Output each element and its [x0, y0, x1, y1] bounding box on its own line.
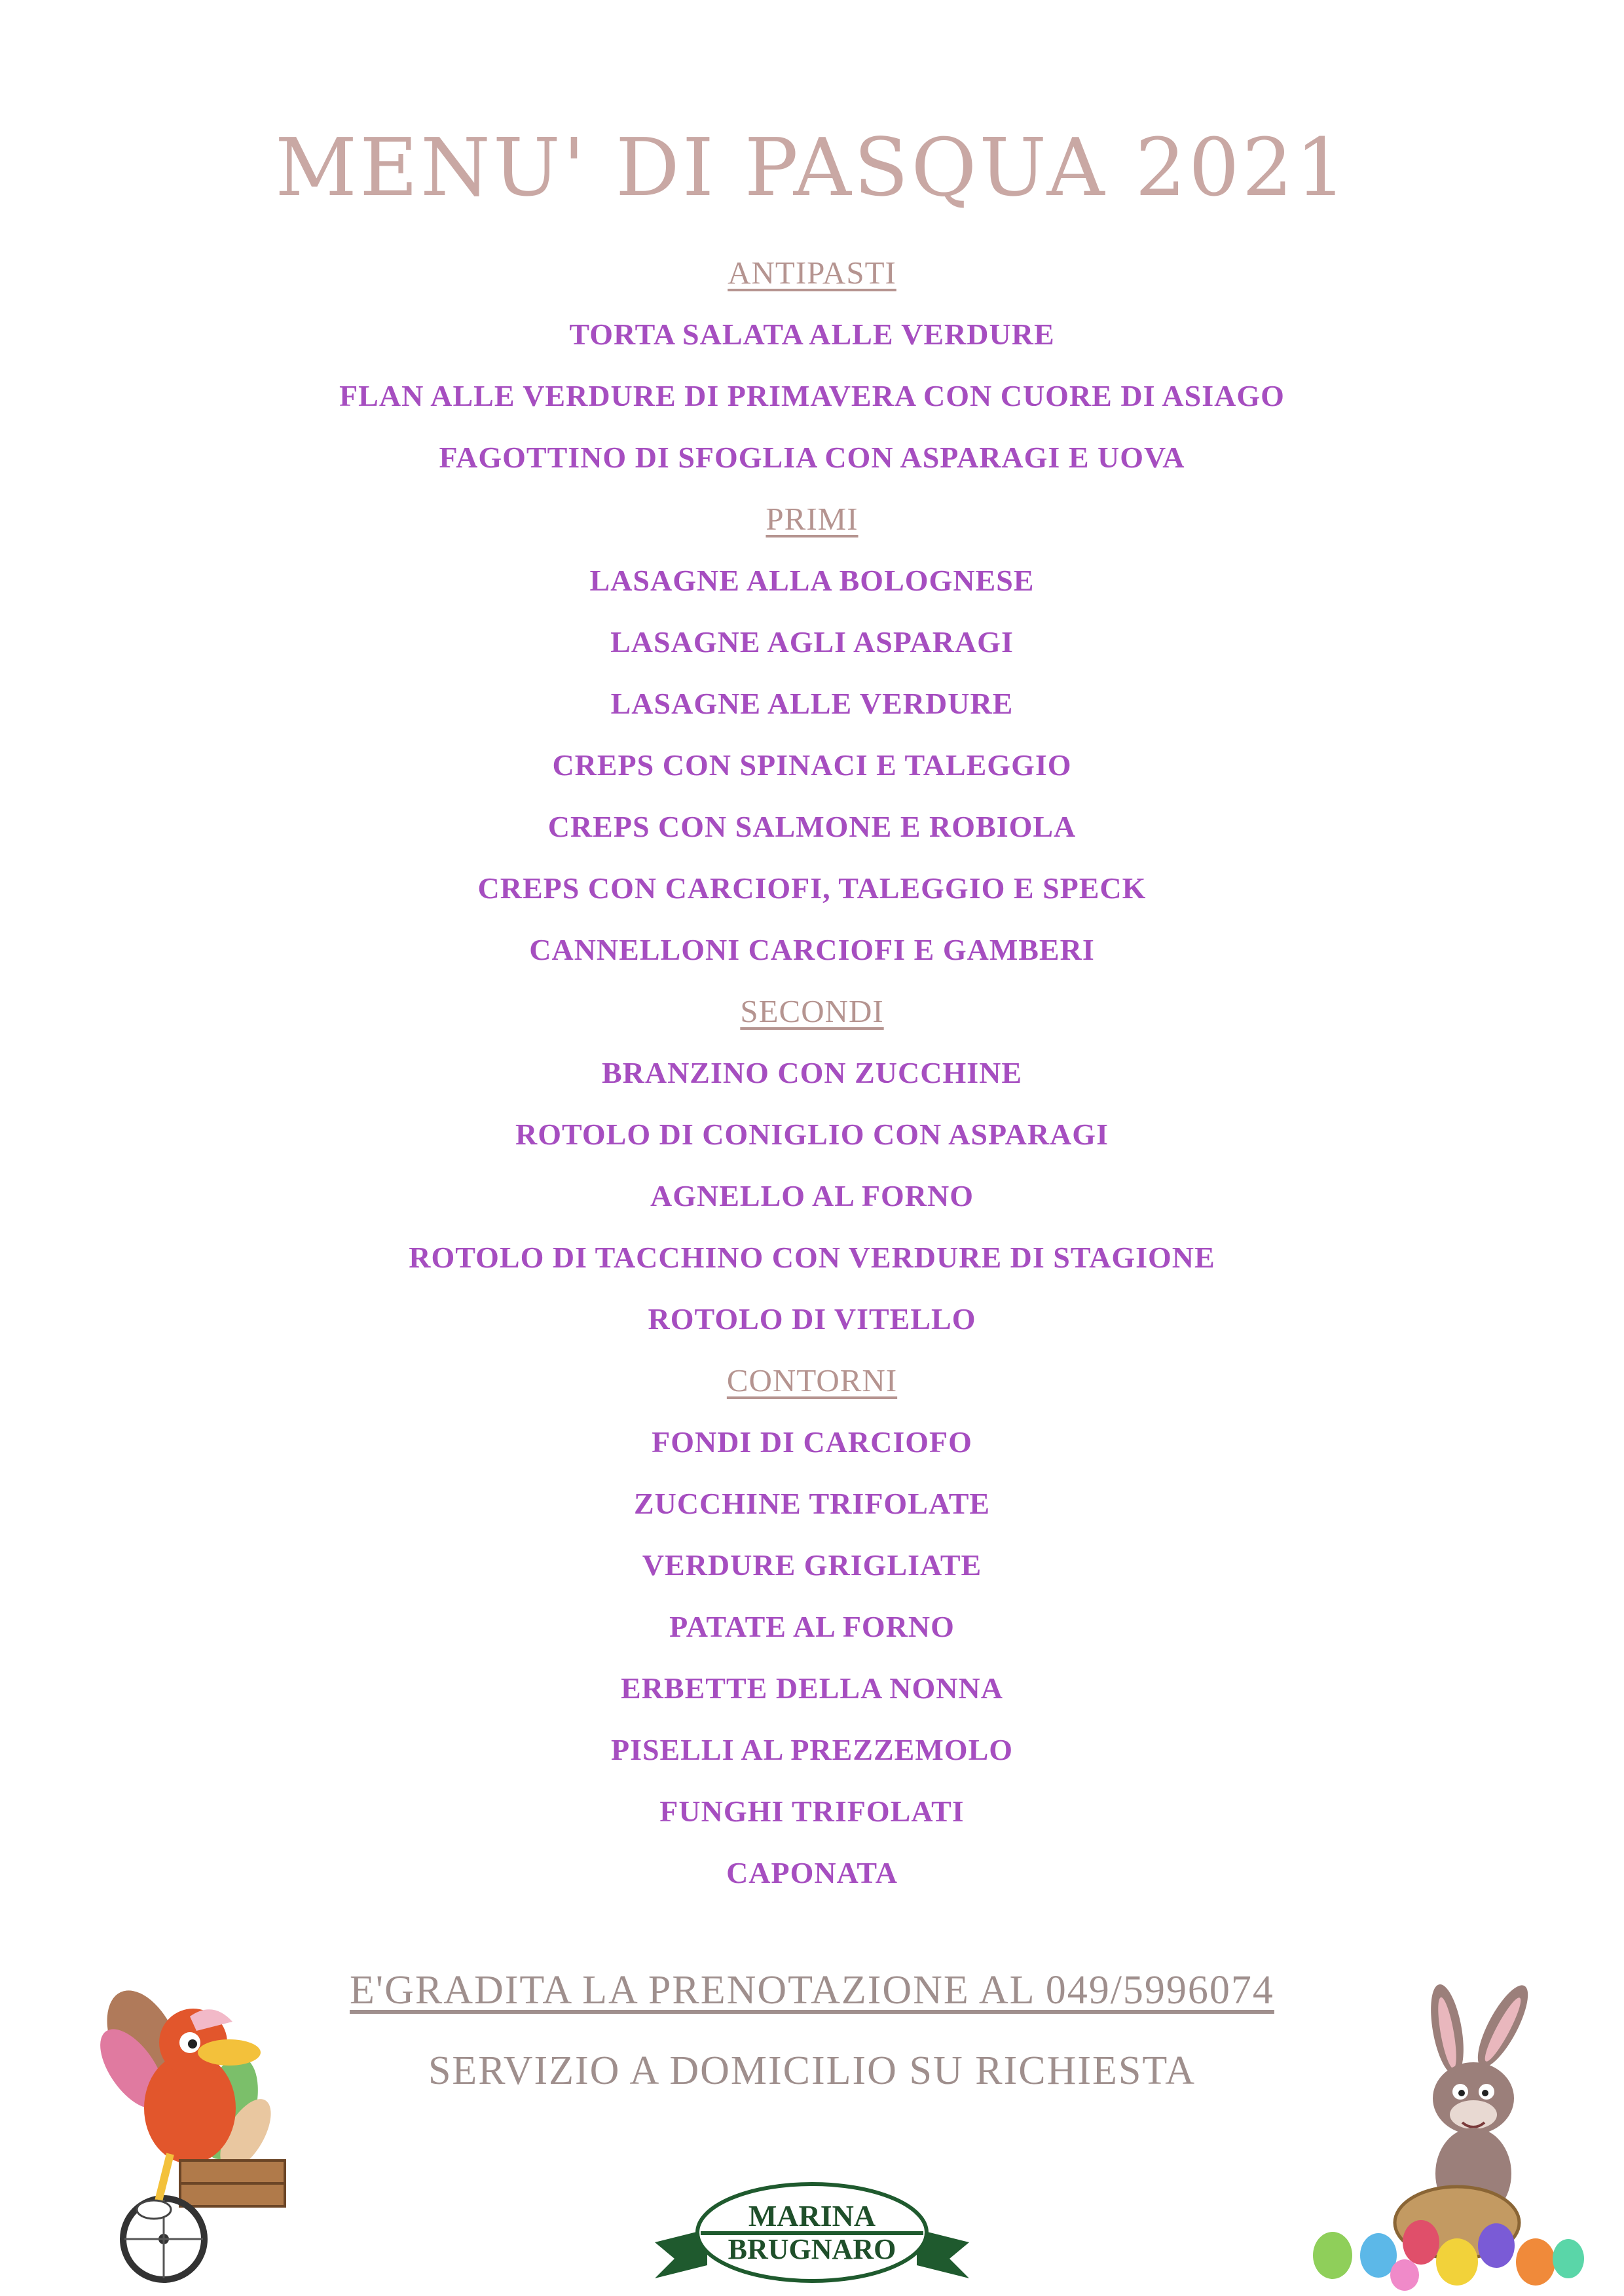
menu-item: FLAN ALLE VERDURE DI PRIMAVERA CON CUORE DI ASIAGO — [339, 379, 1285, 412]
bird-bicycle-illustration — [92, 1971, 308, 2285]
menu-item: LASAGNE ALLA BOLOGNESE — [589, 564, 1035, 597]
section-heading: CONTORNI — [726, 1362, 898, 1398]
logo-line2: BRUGNARO — [728, 2233, 896, 2265]
section-contorni — [0, 1350, 1624, 1904]
easter-bunny-illustration — [1306, 1984, 1595, 2291]
menu-item: VERDURE GRIGLIATE — [642, 1548, 982, 1582]
menu-item: FONDI DI CARCIOFO — [652, 1425, 972, 1459]
menu-item: CANNELLONI CARCIOFI E GAMBERI — [529, 933, 1095, 966]
menu-item: ZUCCHINE TRIFOLATE — [633, 1487, 991, 1520]
delivery-notice: SERVIZIO A DOMICILIO SU RICHIESTA — [428, 2049, 1196, 2093]
section-antipasti — [0, 242, 1624, 488]
section-heading: PRIMI — [766, 501, 858, 537]
menu-item: LASAGNE ALLE VERDURE — [610, 687, 1014, 720]
reservation-notice: E'GRADITA LA PRENOTAZIONE AL 049/5996074 — [350, 1968, 1274, 2013]
section-secondi — [0, 981, 1624, 1350]
menu-item: BRANZINO CON ZUCCHINE — [601, 1056, 1023, 1089]
menu-item: ERBETTE DELLA NONNA — [621, 1671, 1003, 1705]
marina-brugnaro-logo — [648, 2180, 976, 2285]
menu-title: MENU' DI PASQUA 2021 — [275, 121, 1349, 214]
section-primi — [0, 488, 1624, 981]
menu-item: AGNELLO AL FORNO — [650, 1179, 974, 1212]
logo-line1: MARINA — [748, 2199, 876, 2232]
section-heading: SECONDI — [740, 993, 884, 1029]
section-heading: ANTIPASTI — [728, 255, 896, 291]
menu-item: CREPS CON SPINACI E TALEGGIO — [552, 748, 1072, 782]
menu-item: PISELLI AL PREZZEMOLO — [610, 1733, 1014, 1766]
menu-item: ROTOLO DI TACCHINO CON VERDURE DI STAGIONE — [409, 1241, 1215, 1274]
menu-item: CAPONATA — [726, 1856, 898, 1889]
menu-item: ROTOLO DI CONIGLIO CON ASPARAGI — [515, 1118, 1109, 1151]
menu-item: CREPS CON CARCIOFI, TALEGGIO E SPECK — [477, 871, 1147, 905]
menu-item: CREPS CON SALMONE E ROBIOLA — [547, 810, 1077, 843]
menu-list — [0, 242, 1624, 1904]
menu-item: PATATE AL FORNO — [669, 1610, 955, 1643]
menu-item: ROTOLO DI VITELLO — [648, 1302, 976, 1336]
menu-item: LASAGNE AGLI ASPARAGI — [610, 625, 1014, 659]
menu-item: TORTA SALATA ALLE VERDURE — [569, 318, 1055, 351]
menu-item: FAGOTTINO DI SFOGLIA CON ASPARAGI E UOVA — [439, 441, 1185, 474]
menu-item: FUNGHI TRIFOLATI — [659, 1795, 965, 1828]
